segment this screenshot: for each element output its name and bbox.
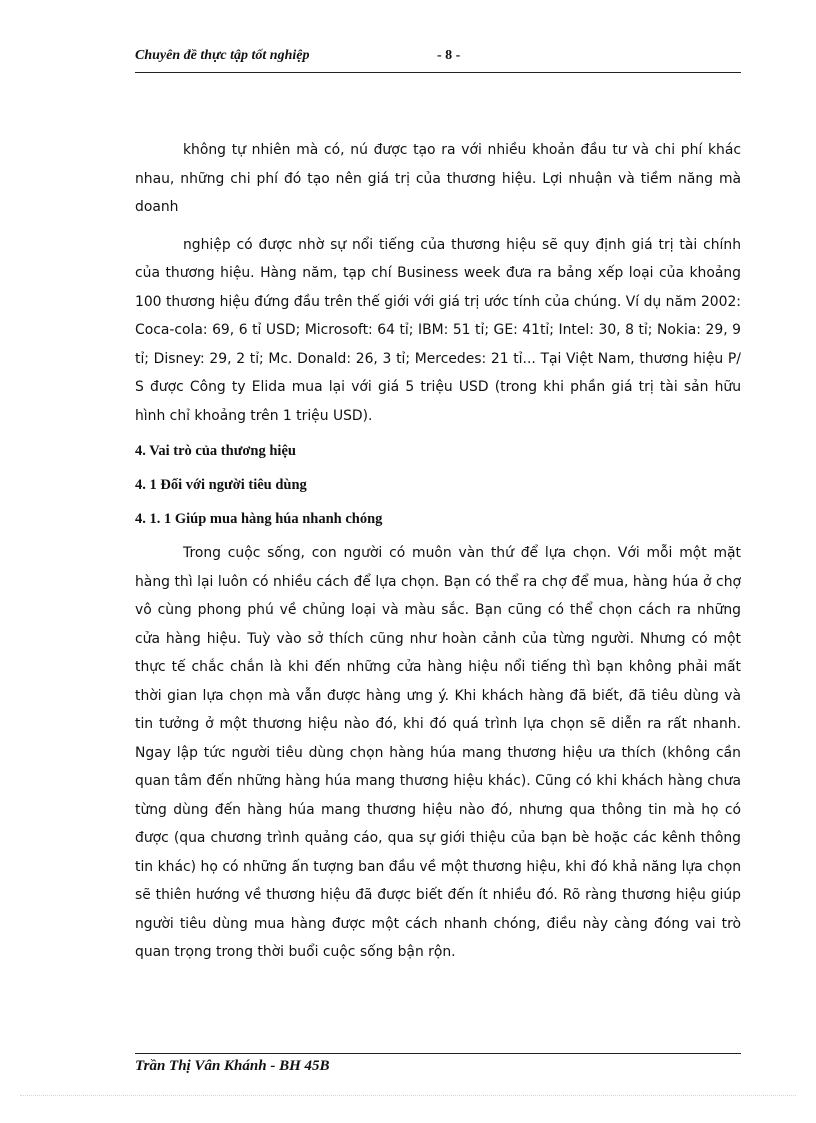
section-heading-4-1: 4. 1 Đối với người tiêu dùng <box>135 477 307 493</box>
paragraph-3: Trong cuộc sống, con người có muôn vàn thứ để lựa chọn. Với mỗi một mặt hàng thì lại luôn có nhiều cách để lựa chọn. Bạn có thể ra chợ để mua, hàng húa ở chợ vô cùng phong phú về chủng loại và màu sắc. Bạn cũng có thể chọn cách ra những cửa hàng hiệu. Tuỳ vào sở thích cũng như hoàn cảnh của từng người. Nhưng có một thực tế chắc chắn là khi đến những cửa hàng hiệu nổi tiếng thì bạn không phải mất thời gian lựa chọn mà vẫn được hàng ưng ý. Khi khách hàng đã biết, đã tiêu dùng và tin tưởng ở một thương hiệu nào đó, khi đó quá trình lựa chọn sẽ diễn ra rất nhanh. Ngay lập tức người tiêu dùng chọn hàng húa mang thương hiệu ưa thích (không cần quan tâm đến những hàng húa mang thương hiệu khác). Cũng có khi khách hàng chưa từng dùng đến hàng húa mang thương hiệu nào đó, nhưng qua thông tin mà họ có được (qua chương trình quảng cáo, qua sự giới thiệu của bạn bè hoặc các kênh thông tin khác) họ có những ấn tượng ban đầu về một thương hiệu, khi đó khả năng lựa chọn sẽ thiên hướng về thương hiệu đã được biết đến ít nhiều đó. Rõ ràng thương hiệu giúp người tiêu dùng mua hàng được một cách nhanh chóng, điều này càng đóng vai trò quan trọng trong thời buổi cuộc sống bận rộn. <box>135 545 741 960</box>
footer-author: Trần Thị Vân Khánh - BH 45B <box>135 1058 330 1074</box>
footer-divider <box>135 1053 741 1054</box>
paragraph-1: không tự nhiên mà có, nú được tạo ra với nhiều khoản đầu tư và chi phí khác nhau, những chi phí đó tạo nên giá trị của thương hiệu. Lợi nhuận và tiềm năng mà doanh <box>135 142 741 215</box>
page-number: - 8 - <box>437 48 461 63</box>
page-bottom-border <box>20 1095 796 1096</box>
section-heading-4: 4. Vai trò của thương hiệu <box>135 443 296 459</box>
paragraph-2: nghiệp có được nhờ sự nổi tiếng của thương hiệu sẽ quy định giá trị tài chính của thương hiệu. Hàng năm, tạp chí Business week đưa ra bảng xếp loại của khoảng 100 thương hiệu đứng đầu trên thế giới với giá trị ước tính của chúng. Ví dụ năm 2002: Coca-cola: 69, 6 tỉ USD; Microsoft: 64 tỉ; IBM: 51 tỉ; GE: 41tỉ; Intel: 30, 8 tỉ; Nokia: 29, 9 tỉ; Disney: 29, 2 tỉ; Mc. Donald: 26, 3 tỉ; Mercedes: 21 tỉ... Tại Việt Nam, thương hiệu P/ S được Công ty Elida mua lại với giá 5 triệu USD (trong khi phần giá trị tài sản hữu hình chỉ khoảng trên 1 triệu USD). <box>135 236 741 424</box>
section-heading-4-1-1: 4. 1. 1 Giúp mua hàng húa nhanh chóng <box>135 511 383 527</box>
page-header <box>135 48 741 73</box>
document-body <box>135 136 741 967</box>
header-title: Chuyên đề thực tập tốt nghiệp <box>135 48 310 63</box>
